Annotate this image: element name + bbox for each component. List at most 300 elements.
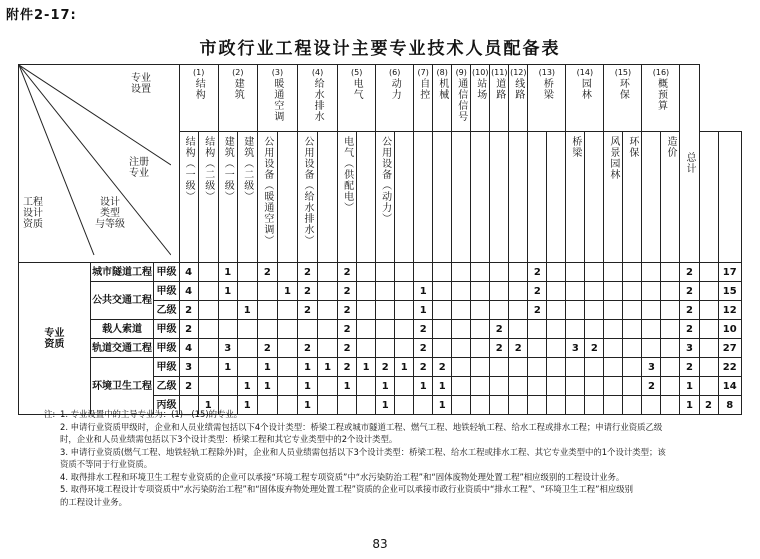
count-cell (395, 263, 414, 282)
registered-profession (699, 132, 718, 263)
count-cell: 1 (338, 377, 357, 396)
count-cell (318, 320, 338, 339)
count-cell (642, 339, 661, 358)
count-cell: 1 (414, 282, 433, 301)
count-cell: 1 (395, 358, 414, 377)
registered-profession (718, 132, 741, 263)
count-cell (357, 320, 376, 339)
count-cell (218, 320, 237, 339)
notes (44, 408, 750, 508)
count-cell: 2 (490, 339, 509, 358)
registered-profession (198, 132, 218, 263)
count-cell (277, 263, 297, 282)
count-cell (490, 301, 509, 320)
specialty-header (509, 65, 528, 132)
specialty-header (218, 65, 257, 132)
count-cell (528, 320, 547, 339)
registered-profession (318, 132, 338, 263)
registered-profession (604, 132, 623, 263)
count-cell: 2 (338, 301, 357, 320)
registered-profession (218, 132, 237, 263)
specialty-name: 环保 (617, 78, 629, 100)
count-cell: 2 (338, 339, 357, 358)
corner-profession-setup: 专业 设置 (131, 73, 151, 95)
note-line: 4. 取得排水工程和环境卫生工程专业资质的企业可以承接“环境工程专项资质”中“水污染防治工程”和“固体废物处理处置工程”相应级别的工程设计业务。 (60, 471, 625, 482)
specialty-number: (4) (311, 68, 324, 77)
count-cell: 2 (680, 263, 699, 282)
count-cell (547, 358, 566, 377)
count-cell (218, 301, 237, 320)
count-cell (642, 320, 661, 339)
count-cell (198, 358, 218, 377)
page-number: 83 (372, 537, 388, 551)
count-cell (509, 320, 528, 339)
count-cell (198, 301, 218, 320)
registered-profession (277, 132, 297, 263)
count-cell (661, 358, 680, 377)
count-cell (395, 320, 414, 339)
count-cell: 2 (490, 320, 509, 339)
count-cell (277, 377, 297, 396)
specialty-header (642, 65, 680, 132)
count-cell (547, 377, 566, 396)
registered-profession-label: 桥梁 (569, 136, 581, 158)
grade-cell: 甲级 (154, 263, 179, 282)
count-cell (376, 263, 395, 282)
count-cell (198, 282, 218, 301)
count-cell: 3 (179, 358, 198, 377)
group-label: 专业 资质 (19, 263, 91, 415)
registered-profession (585, 132, 604, 263)
specialty-name: 概预算 (655, 78, 667, 111)
registered-profession-label: 电气（供配电） (341, 136, 353, 213)
registered-profession (433, 132, 452, 263)
count-cell (277, 320, 297, 339)
count-cell (471, 320, 490, 339)
count-cell (237, 339, 257, 358)
count-cell (585, 263, 604, 282)
note-line: 的工程设计业务。 (60, 496, 127, 507)
note-line: 1. 专业设置中的主导专业为：(1)—(15)的专业。 (60, 409, 243, 419)
count-cell: 2 (528, 282, 547, 301)
count-cell (357, 377, 376, 396)
total-cell: 14 (718, 377, 741, 396)
count-cell (566, 358, 585, 377)
total-cell: 8 (718, 396, 741, 415)
count-cell: 2 (257, 263, 277, 282)
design-type-cell: 公共交通工程 (90, 282, 153, 320)
count-cell: 1 (318, 358, 338, 377)
registered-profession (237, 132, 257, 263)
total-cell: 27 (718, 339, 741, 358)
specialty-header (566, 65, 604, 132)
count-cell (433, 320, 452, 339)
total-cell: 10 (718, 320, 741, 339)
count-cell (623, 320, 642, 339)
count-cell: 1 (277, 282, 297, 301)
registered-profession (338, 132, 357, 263)
count-cell (661, 377, 680, 396)
count-cell (623, 282, 642, 301)
specialty-name: 结构 (193, 78, 205, 100)
count-cell (490, 282, 509, 301)
count-cell (547, 339, 566, 358)
count-cell: 1 (198, 396, 218, 415)
registered-profession (414, 132, 433, 263)
specialty-number: (14) (576, 68, 594, 77)
count-cell (509, 282, 528, 301)
count-cell (509, 358, 528, 377)
count-cell (237, 263, 257, 282)
specialty-name: 电气 (351, 78, 363, 100)
specialty-name: 给水排水 (312, 78, 324, 122)
count-cell: 1 (237, 301, 257, 320)
specialty-number: (12) (510, 68, 527, 77)
registered-profession-label: 建筑（二级） (241, 136, 253, 202)
specialty-header (490, 65, 509, 132)
count-cell (604, 301, 623, 320)
count-cell (198, 320, 218, 339)
total-cell: 12 (718, 301, 741, 320)
total-cell: 15 (718, 282, 741, 301)
count-cell (395, 377, 414, 396)
specialty-number: (2) (232, 68, 244, 77)
count-cell (433, 339, 452, 358)
count-cell: 2 (699, 396, 718, 415)
grade-cell: 甲级 (154, 282, 179, 301)
specialty-name: 通信信号 (455, 78, 467, 122)
count-cell: 2 (509, 339, 528, 358)
specialty-name: 道路 (493, 78, 505, 100)
count-cell (699, 301, 718, 320)
registered-profession (257, 132, 277, 263)
count-cell (528, 377, 547, 396)
count-cell: 2 (179, 301, 198, 320)
specialty-header (528, 65, 566, 132)
specialty-number: (15) (614, 68, 632, 77)
count-cell (237, 358, 257, 377)
count-cell: 2 (257, 339, 277, 358)
registered-profession (547, 132, 566, 263)
count-cell (547, 301, 566, 320)
count-cell (566, 263, 585, 282)
count-cell (277, 358, 297, 377)
count-cell: 2 (338, 282, 357, 301)
specialty-header (471, 65, 490, 132)
count-cell: 2 (338, 263, 357, 282)
total-cell: 17 (718, 263, 741, 282)
count-cell (395, 301, 414, 320)
table-row (19, 339, 742, 358)
count-cell (699, 358, 718, 377)
count-cell (604, 377, 623, 396)
count-cell (318, 263, 338, 282)
registered-profession-label: 环保 (626, 136, 638, 158)
count-cell: 2 (528, 263, 547, 282)
count-cell (547, 320, 566, 339)
count-cell (237, 320, 257, 339)
count-cell (661, 282, 680, 301)
count-cell (585, 358, 604, 377)
registered-profession (376, 132, 395, 263)
count-cell: 2 (376, 358, 395, 377)
count-cell: 2 (680, 320, 699, 339)
count-cell (604, 339, 623, 358)
count-cell (433, 282, 452, 301)
count-cell (699, 339, 718, 358)
count-cell: 4 (179, 263, 198, 282)
count-cell (257, 320, 277, 339)
count-cell (642, 282, 661, 301)
corner-qualification: 工程 设计 资质 (23, 197, 43, 230)
count-cell (623, 301, 642, 320)
count-cell: 1 (237, 396, 257, 415)
count-cell (357, 263, 376, 282)
registered-profession (642, 132, 661, 263)
registered-profession (490, 132, 509, 263)
note-line: 2. 申请行业资质甲级时，企业和人员业绩需包括以下4个设计类型：桥梁工程或城市隧道工程、燃气工程、地铁轻轨工程、给水工程或排水工程；申请行业资质乙级 (60, 421, 663, 432)
count-cell (585, 320, 604, 339)
count-cell (471, 282, 490, 301)
count-cell (699, 377, 718, 396)
count-cell (237, 282, 257, 301)
note-line: 3. 申请行业资质(燃气工程、地铁轻轨工程除外)时，企业和人员业绩需包括以下3个设计类型：桥梁工程、给水工程或排水工程、其它专业类型中的1个设计类型；该 (60, 446, 666, 457)
count-cell (623, 377, 642, 396)
specialty-number: (3) (271, 68, 284, 77)
count-cell (318, 339, 338, 358)
count-cell: 1 (433, 377, 452, 396)
count-cell (604, 320, 623, 339)
count-cell: 2 (297, 301, 317, 320)
grade-cell: 甲级 (154, 358, 179, 377)
count-cell (357, 301, 376, 320)
specialty-number: (8) (436, 68, 448, 77)
count-cell (471, 358, 490, 377)
specialty-header (297, 65, 337, 132)
count-cell (414, 263, 433, 282)
count-cell (471, 339, 490, 358)
count-cell (433, 263, 452, 282)
specialty-number: (5) (350, 68, 363, 77)
count-cell: 2 (414, 339, 433, 358)
count-cell: 2 (414, 320, 433, 339)
count-cell (661, 263, 680, 282)
count-cell: 3 (566, 339, 585, 358)
count-cell: 2 (297, 282, 317, 301)
count-cell: 3 (642, 358, 661, 377)
page-title: 市政行业工程设计主要专业技术人员配备表 (199, 39, 561, 59)
count-cell (699, 320, 718, 339)
count-cell (433, 301, 452, 320)
grade-cell: 乙级 (154, 377, 179, 396)
count-cell: 1 (414, 377, 433, 396)
count-cell: 1 (218, 282, 237, 301)
specialty-name: 站场 (474, 78, 486, 100)
total-label: 总计 (683, 152, 695, 174)
registered-profession-label: 公用设备（暖通空调） (261, 136, 273, 246)
registered-profession-label: 结构（二级） (202, 136, 214, 202)
count-cell (566, 377, 585, 396)
count-cell: 1 (237, 377, 257, 396)
count-cell (566, 320, 585, 339)
registered-profession (357, 132, 376, 263)
count-cell (566, 282, 585, 301)
specialty-name: 暖通空调 (271, 78, 283, 122)
specialty-number: (9) (455, 68, 467, 77)
count-cell: 3 (680, 339, 699, 358)
specialty-name: 建筑 (232, 78, 244, 100)
count-cell: 2 (297, 263, 317, 282)
corner-registered-profession: 注册 专业 (129, 157, 149, 179)
registered-profession (395, 132, 414, 263)
count-cell (699, 263, 718, 282)
total-cell: 22 (718, 358, 741, 377)
registered-profession (471, 132, 490, 263)
count-cell (318, 282, 338, 301)
specialty-name: 桥梁 (541, 78, 553, 100)
design-type-cell: 环境卫生工程 (90, 358, 153, 415)
count-cell (376, 301, 395, 320)
count-cell: 2 (179, 377, 198, 396)
count-cell (661, 320, 680, 339)
count-cell (376, 282, 395, 301)
count-cell (357, 339, 376, 358)
registered-profession (452, 132, 471, 263)
design-type-cell: 城市隧道工程 (90, 263, 153, 282)
note-line: 资质不等同于行业资质。 (60, 459, 153, 469)
count-cell: 2 (642, 377, 661, 396)
registered-profession (661, 132, 680, 263)
grade-cell: 丙级 (154, 396, 179, 415)
count-cell (471, 263, 490, 282)
registered-profession (623, 132, 642, 263)
count-cell (257, 301, 277, 320)
count-cell: 1 (297, 358, 317, 377)
registered-profession (297, 132, 317, 263)
count-cell (604, 282, 623, 301)
count-cell: 1 (218, 263, 237, 282)
specialty-number: (6) (389, 68, 401, 77)
count-cell (699, 282, 718, 301)
count-cell (623, 358, 642, 377)
count-cell: 1 (680, 396, 699, 415)
specialty-header (257, 65, 297, 132)
registered-profession (509, 132, 528, 263)
count-cell (547, 282, 566, 301)
count-cell (318, 301, 338, 320)
specialty-header (433, 65, 452, 132)
count-cell (623, 339, 642, 358)
corner-design-type: 设计 类型 与等级 (95, 197, 125, 230)
design-type-cell: 载人索道 (90, 320, 153, 339)
count-cell (277, 301, 297, 320)
table-row (19, 320, 742, 339)
count-cell (661, 301, 680, 320)
count-cell: 1 (297, 377, 317, 396)
count-cell (395, 282, 414, 301)
note-line: 时，企业和人员业绩需包括以下3个设计类型：桥梁工程和其它专业类型中的2个设计类型。 (60, 434, 398, 444)
count-cell: 1 (357, 358, 376, 377)
count-cell: 1 (433, 396, 452, 415)
count-cell (509, 377, 528, 396)
grade-cell: 甲级 (154, 339, 179, 358)
count-cell (471, 301, 490, 320)
count-cell: 2 (338, 320, 357, 339)
count-cell: 3 (218, 339, 237, 358)
count-cell: 2 (433, 358, 452, 377)
count-cell: 1 (257, 358, 277, 377)
appendix-label: 附件2-17: (6, 8, 77, 23)
registered-profession-label: 公用设备（给水排水） (302, 136, 314, 246)
count-cell (452, 263, 471, 282)
count-cell: 2 (528, 301, 547, 320)
registered-profession-label: 公用设备（动力） (379, 136, 391, 224)
count-cell (642, 301, 661, 320)
count-cell: 4 (179, 339, 198, 358)
notes-prefix: 注: (44, 409, 56, 419)
count-cell (642, 263, 661, 282)
count-cell (297, 320, 317, 339)
specialty-name: 园林 (579, 78, 591, 100)
count-cell (218, 377, 237, 396)
count-cell (257, 282, 277, 301)
count-cell: 2 (680, 358, 699, 377)
count-cell (547, 263, 566, 282)
note-line: 5. 取得环境工程设计专项资质中“水污染防治工程”和“固体废弃物处理处置工程”资质的企业可以承接市政行业资质中“排水工程”、“环境卫生工程”相应级别 (60, 484, 633, 494)
table-row (19, 263, 742, 282)
count-cell (318, 377, 338, 396)
count-cell: 4 (179, 282, 198, 301)
design-type-cell: 轨道交通工程 (90, 339, 153, 358)
specialty-name: 线路 (512, 78, 524, 100)
count-cell (661, 339, 680, 358)
registered-profession-label: 造价 (664, 136, 676, 158)
specialty-number: (13) (538, 68, 556, 77)
specialty-number: (7) (417, 68, 429, 77)
total-header (680, 65, 699, 263)
registered-profession (566, 132, 585, 263)
count-cell (376, 320, 395, 339)
count-cell (277, 339, 297, 358)
count-cell (490, 377, 509, 396)
count-cell (604, 263, 623, 282)
count-cell: 1 (257, 377, 277, 396)
count-cell: 1 (376, 396, 395, 415)
count-cell: 2 (179, 320, 198, 339)
count-cell: 2 (297, 339, 317, 358)
count-cell (585, 377, 604, 396)
specialty-header (179, 65, 218, 132)
count-cell (528, 339, 547, 358)
count-cell (395, 339, 414, 358)
table-corner (19, 65, 180, 263)
specialty-number: (16) (652, 68, 670, 77)
count-cell (357, 282, 376, 301)
specialty-number: (10) (472, 68, 489, 77)
specialty-header (338, 65, 376, 132)
count-cell (198, 339, 218, 358)
count-cell (452, 320, 471, 339)
registered-profession-label: 风景园林 (607, 136, 619, 180)
count-cell: 2 (680, 301, 699, 320)
grade-cell: 甲级 (154, 320, 179, 339)
count-cell (585, 301, 604, 320)
specialty-name: 机械 (436, 78, 448, 100)
count-cell (566, 301, 585, 320)
registered-profession (528, 132, 547, 263)
registered-profession (179, 132, 198, 263)
specialty-number: (1) (193, 68, 205, 77)
